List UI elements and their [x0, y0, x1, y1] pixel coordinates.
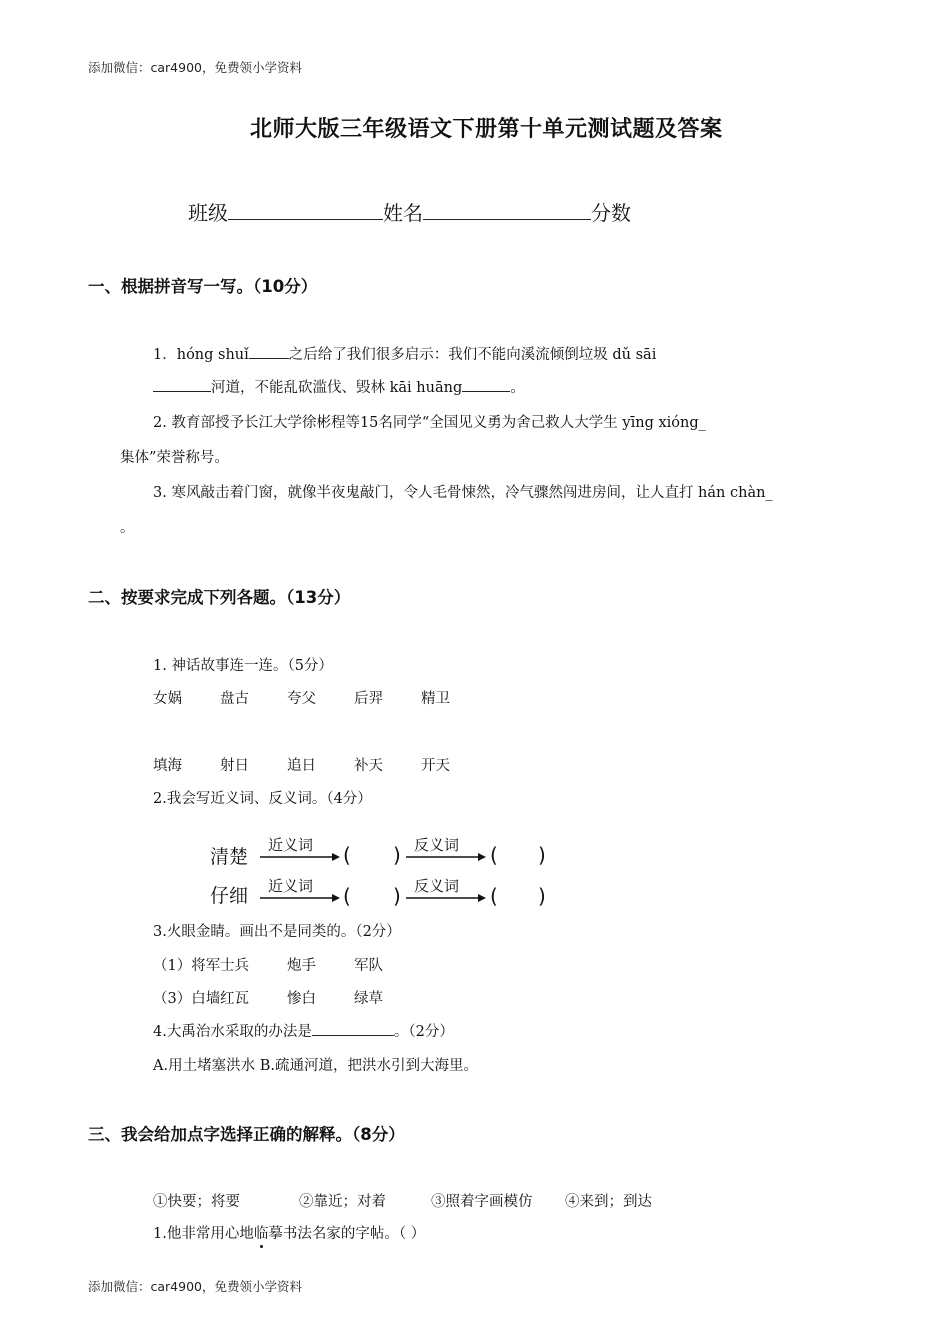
myth-name[interactable]: 精卫	[421, 691, 450, 707]
arrow-right-icon	[406, 852, 486, 862]
name-label: 姓名	[383, 201, 423, 225]
myth-deed[interactable]: 开天	[421, 758, 450, 774]
s1-q1-pinyin-a: 1．hóng shuǐ	[153, 347, 249, 363]
word-option[interactable]: 军队	[354, 958, 383, 974]
antonym-label: 反义词	[414, 877, 460, 895]
s2-q2: 2.我会写近义词、反义词。（4分）	[153, 791, 372, 807]
s1-q1-text-b: 之后给了我们很多启示：我们不能向溪流倾倒垃圾 dǔ sāi	[288, 347, 657, 363]
word-option[interactable]: 绿草	[354, 991, 383, 1007]
s2-q3-row2	[153, 987, 421, 1008]
s2-q4-text-a: 4.大禹治水采取的办法是	[153, 1024, 312, 1040]
s1-q1-blank2[interactable]	[153, 379, 211, 392]
synonym-label: 近义词	[268, 836, 314, 854]
synonym-answer-close: )	[393, 843, 401, 867]
section2-heading: 二、按要求完成下列各题。（13分）	[88, 588, 351, 607]
s1-q3-line2: 。	[120, 520, 135, 536]
diagram-word-1: 清楚	[210, 846, 249, 868]
class-blank[interactable]	[228, 201, 383, 220]
word-option[interactable]: 惨白	[287, 991, 316, 1007]
s2-q3: 3.火眼金睛。画出不是同类的。（2分）	[153, 924, 401, 940]
s2-q4-options: A.用土堵塞洪水 B.疏通河道，把洪水引到大海里。	[153, 1058, 478, 1074]
student-info-line	[188, 197, 631, 226]
meaning-option: ①快要；将要	[153, 1194, 240, 1210]
word-option[interactable]: 红瓦	[220, 991, 249, 1007]
s2-deeds-row	[153, 754, 488, 775]
s1-q1-line1	[153, 343, 656, 364]
s1-q1-text-c: 河道，不能乱砍滥伐、毁林 kāi huāng	[211, 380, 463, 396]
antonym-answer-open[interactable]: (	[490, 884, 498, 908]
arrow-right-icon	[260, 852, 340, 862]
antonym-answer-close: )	[538, 843, 546, 867]
s3-options-row	[153, 1190, 652, 1211]
diagram-word-2: 仔细	[210, 885, 249, 907]
s2-q4-text-b: 。（2分）	[393, 1024, 454, 1040]
s1-q1-end: 。	[510, 380, 525, 396]
synonym-label: 近义词	[268, 877, 314, 895]
antonym-answer-open[interactable]: (	[490, 843, 498, 867]
s1-q1-line2	[153, 376, 525, 397]
word-option[interactable]: （1）将军	[153, 958, 221, 974]
s3-q1-text-b: 摹书法名家的字帖。（ ）	[268, 1226, 426, 1242]
myth-name[interactable]: 后羿	[354, 691, 383, 707]
synonym-answer-open[interactable]: (	[343, 884, 351, 908]
synonym-answer-open[interactable]: (	[343, 843, 351, 867]
antonym-answer-close: )	[538, 884, 546, 908]
s1-q1-blank3[interactable]	[462, 379, 510, 392]
s1-q2-line1: 2. 教育部授予长江大学徐彬程等15名同学“全国见义勇为舍己救人大学生 yīng xióng_	[153, 415, 706, 431]
s1-q3-line1: 3. 寒风敲击着门窗，就像半夜鬼敲门，令人毛骨悚然，冷气骤然闯进房间，让人直打 hán chàn_	[153, 485, 773, 501]
myth-deed[interactable]: 射日	[220, 758, 249, 774]
s2-q3-row1	[153, 954, 421, 975]
s3-q1-text-a: 1.他非常用心地	[153, 1226, 254, 1242]
myth-name[interactable]: 盘古	[220, 691, 249, 707]
meaning-option: ④来到；到达	[565, 1194, 652, 1210]
s3-q1	[153, 1222, 425, 1243]
class-label: 班级	[188, 201, 228, 225]
myth-name[interactable]: 女娲	[153, 691, 182, 707]
score-label: 分数	[591, 201, 631, 225]
s2-names-row	[153, 687, 488, 708]
myth-deed[interactable]: 补天	[354, 758, 383, 774]
section1-heading: 一、根据拼音写一写。（10分）	[88, 277, 318, 296]
synonym-antonym-diagram	[200, 828, 570, 914]
page-title: 北师大版三年级语文下册第十单元测试题及答案	[250, 117, 723, 142]
myth-deed[interactable]: 填海	[153, 758, 182, 774]
s2-q1: 1. 神话故事连一连。（5分）	[153, 658, 333, 674]
word-option[interactable]: 士兵	[220, 958, 249, 974]
watermark-top: 添加微信：car4900，免费领小学资料	[88, 60, 302, 75]
s2-q4	[153, 1020, 454, 1041]
section3-heading: 三、我会给加点字选择正确的解释。（8分）	[88, 1125, 405, 1144]
dotted-character: 临	[253, 1226, 269, 1242]
watermark-bottom: 添加微信：car4900，免费领小学资料	[88, 1279, 302, 1294]
word-option[interactable]: （3）白墙	[153, 991, 221, 1007]
word-option[interactable]: 炮手	[287, 958, 316, 974]
s1-q1-blank1[interactable]	[249, 346, 289, 359]
meaning-option: ②靠近；对着	[299, 1194, 386, 1210]
arrow-right-icon	[260, 893, 340, 903]
myth-deed[interactable]: 追日	[287, 758, 316, 774]
arrow-right-icon	[406, 893, 486, 903]
antonym-label: 反义词	[414, 836, 460, 854]
name-blank[interactable]	[423, 201, 591, 220]
meaning-option: ③照着字画模仿	[431, 1194, 533, 1210]
s1-q2-line2: 集体”荣誉称号。	[120, 450, 229, 466]
s2-q4-blank[interactable]	[312, 1023, 394, 1036]
myth-name[interactable]: 夸父	[287, 691, 316, 707]
synonym-answer-close: )	[393, 884, 401, 908]
